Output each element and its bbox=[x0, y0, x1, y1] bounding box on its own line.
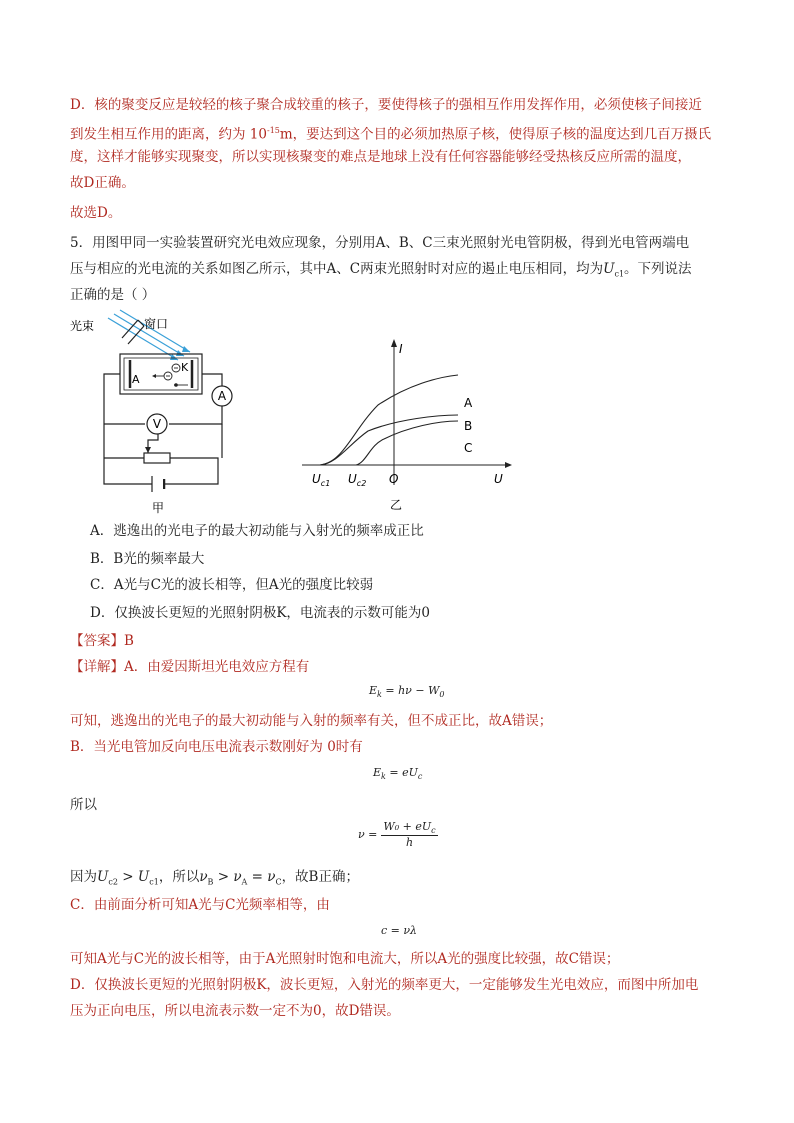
origin-label: O bbox=[389, 472, 399, 486]
answer-line: 【答案】B bbox=[70, 633, 134, 649]
y-axis-label: I bbox=[399, 342, 403, 356]
explain-a-conclusion: 可知，逃逸出的光电子的最大初动能与入射的频率有关，但不成正比，故A错误； bbox=[70, 713, 553, 729]
curve-c-label: C bbox=[464, 441, 473, 455]
option-c: C．A光与C光的波长相等，但A光的强度比较弱 bbox=[90, 577, 374, 593]
explain-b-line: B．当光电管加反向电压电流表示数刚好为 0时有 bbox=[70, 739, 363, 755]
uc1-label: $U_{c1}$ bbox=[312, 472, 331, 488]
anode-label: A bbox=[132, 373, 140, 386]
so-label: 所以 bbox=[70, 797, 97, 813]
ammeter-label: A bbox=[217, 389, 227, 403]
explain-c-conclusion: 可知A光与C光的波长相等，由于A光照射时饱和电流大，所以A光的强度比较强，故C错误； bbox=[70, 951, 620, 967]
because-line: 因为$U_{c2} > U_{c1}$，所以$\nu_B > \nu_A = \nu_C$，故B正确； bbox=[70, 869, 359, 887]
equation-1: $E_k = h\nu - W_0$ bbox=[369, 684, 445, 700]
option-b: B．B光的频率最大 bbox=[90, 551, 205, 567]
option-d: D．仅换波长更短的光照射阴极K，电流表的示数可能为0 bbox=[90, 605, 430, 621]
prev-answer: 故选D。 bbox=[70, 205, 122, 221]
figure-yi-graph bbox=[298, 335, 518, 520]
cathode-label: K bbox=[181, 361, 189, 374]
question-line1: 5．用图甲同一实验装置研究光电效应现象，分别用A、B、C三束光照射光电管阴极，得到光电管两端电 bbox=[70, 235, 690, 251]
figure-jia-caption: 甲 bbox=[152, 501, 165, 515]
explain-a-line: 【详解】A．由爱因斯坦光电效应方程有 bbox=[70, 659, 310, 675]
prev-option-d-line1: D．核的聚变反应是较轻的核子聚合成较重的核子，要使得核子的强相互作用发挥作用，必须使核子间接近 bbox=[70, 97, 702, 113]
window-tube bbox=[122, 320, 144, 344]
prev-option-d-line4: 故D正确。 bbox=[70, 175, 135, 191]
curve-a-label: A bbox=[464, 396, 473, 410]
figure-jia-circuit bbox=[68, 308, 238, 518]
window-label: 窗口 bbox=[144, 317, 169, 331]
prev-option-d-line3: 度，这样才能够实现聚变，所以实现核聚变的难点是地球上没有任何容器能够经受热核反应所需的温度， bbox=[70, 149, 691, 165]
light-beam-label: 光束 bbox=[70, 319, 95, 333]
figure-yi-caption: 乙 bbox=[390, 498, 403, 512]
equation-2: $E_k = eU_c$ bbox=[373, 766, 423, 782]
voltmeter-label: V bbox=[152, 417, 162, 431]
uc2-label: $U_{c2}$ bbox=[348, 472, 367, 488]
explain-c-line: C．由前面分析可知A光与C光频率相等，由 bbox=[70, 897, 330, 913]
explain-d-line1: D．仅换波长更短的光照射阴极K，波长更短，入射光的频率更大，一定能够发生光电效应，而图中所加电 bbox=[70, 977, 699, 993]
prev-option-d-line2: 到发生相互作用的距离，约为 $10^{-15}m$，要达到这个目的必须加热原子核，使得原子核的温度达到几百万摄氏 bbox=[70, 126, 712, 143]
question-line2: 压与相应的光电流的关系如图乙所示，其中A、C两束光照射时对应的遏止电压相同，均为$U_{c1}$。下列说法 bbox=[70, 261, 692, 279]
x-axis-label: U bbox=[494, 472, 503, 486]
explain-d-line2: 压为正向电压，所以电流表示数一定不为0，故D错误。 bbox=[70, 1003, 400, 1019]
equation-4: c = νλ bbox=[381, 924, 418, 937]
equation-3: ν = $W_0 + eU_c$ h bbox=[358, 820, 436, 850]
question-line3: 正确的是（ ） bbox=[70, 287, 156, 303]
rheostat-icon bbox=[144, 453, 170, 463]
option-a: A．逃逸出的光电子的最大初动能与入射光的频率成正比 bbox=[90, 523, 424, 539]
curve-b-label: B bbox=[464, 419, 473, 433]
curve-a bbox=[320, 375, 458, 465]
